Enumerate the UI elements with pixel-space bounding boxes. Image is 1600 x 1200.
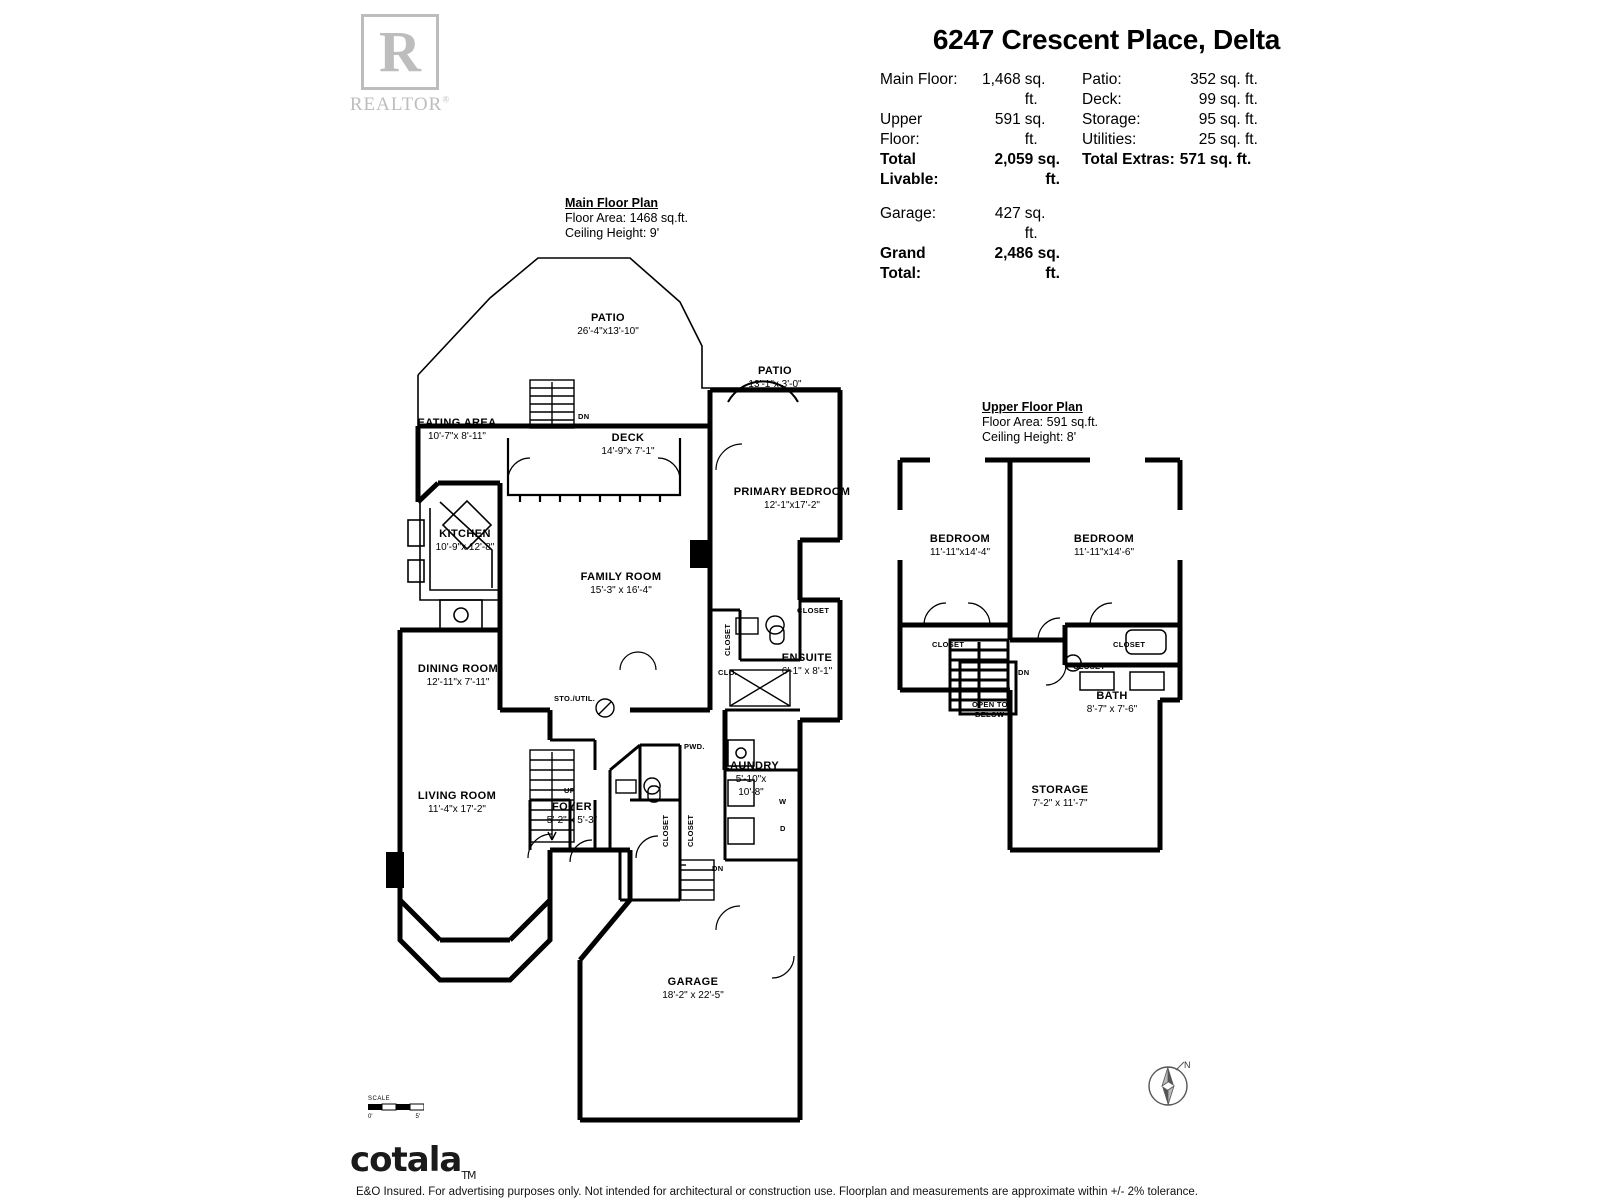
summary-row: Deck: 99 sq. ft. bbox=[1082, 91, 1258, 108]
summary-row-total-livable: Total Livable: 2,059 sq. ft. bbox=[880, 151, 1060, 188]
main-floor-area: Floor Area: 1468 sq.ft. bbox=[565, 211, 688, 225]
summary-right-column bbox=[1082, 70, 1282, 170]
label-clo: CLO. bbox=[718, 668, 738, 677]
summary-row: Garage: 427 sq. ft. bbox=[880, 205, 1046, 242]
room-label-kitchen: KITCHEN 10'-9"x 12'-8" bbox=[435, 528, 495, 553]
scale-max: 5' bbox=[415, 1114, 420, 1120]
realtor-logo-wordmark: REALTOR® bbox=[349, 94, 451, 115]
room-label-living-room: LIVING ROOM 11'-4"x 17'-2" bbox=[417, 790, 497, 815]
disclaimer-text: E&O Insured. For advertising purposes only. Not intended for architectural or construction use. Floorplan and measurements are approximate within +/- 2% tolerance. bbox=[356, 1185, 1198, 1198]
summary-row: Upper Floor: 591 sq. ft. bbox=[880, 111, 1046, 148]
room-label-storage: STORAGE 7'-2" x 11'-7" bbox=[1031, 784, 1089, 809]
room-label-bedroom-right: BEDROOM 11'-11"x14'-6" bbox=[1073, 533, 1135, 558]
label-upper-closet-left: CLOSET bbox=[932, 640, 965, 649]
label-stairs-up: UP bbox=[564, 786, 576, 795]
label-fireplace-right: FP bbox=[691, 508, 702, 517]
room-label-ensuite: ENSUITE 6'-1" x 8'-1" bbox=[781, 652, 833, 677]
label-sto-util: STO./UTIL. bbox=[554, 694, 596, 703]
room-label-garage: GARAGE 18'-2" x 22'-5" bbox=[662, 976, 724, 1001]
room-label-bedroom-left: BEDROOM 11'-11"x14'-4" bbox=[929, 533, 991, 558]
upper-floor-heading: Upper Floor Plan bbox=[982, 400, 1083, 414]
upper-floor-ceiling: Ceiling Height: 8' bbox=[982, 430, 1077, 444]
room-label-eating-area: EATING AREA 10'-7"x 8'-11" bbox=[417, 417, 497, 442]
room-label-deck: DECK 14'-9"x 7'-1" bbox=[601, 432, 655, 457]
room-label-dining-room: DINING ROOM 12'-11"x 7'-11" bbox=[417, 663, 499, 688]
upper-floor-plan-drawing bbox=[890, 450, 1190, 880]
label-closet-primary: CLOSET bbox=[797, 606, 830, 615]
label-closet-foyer-b: CLOSET bbox=[686, 814, 695, 847]
summary-row: Main Floor: 1,468 sq. ft. bbox=[880, 71, 1046, 108]
label-closet-foyer-a: CLOSET bbox=[661, 814, 670, 847]
upper-floor-area: Floor Area: 591 sq.ft. bbox=[982, 415, 1099, 429]
footer bbox=[350, 1140, 1250, 1200]
label-stairs-dn-top: DN bbox=[578, 412, 590, 421]
realtor-logo-mark bbox=[361, 14, 439, 90]
room-label-patio-large: PATIO 26'-4"x13'-10" bbox=[577, 312, 639, 337]
main-floor-heading: Main Floor Plan bbox=[565, 196, 659, 210]
scale-bar-graphic bbox=[368, 1102, 424, 1114]
summary-row-total-extras: Total Extras: 571 sq. ft. bbox=[1082, 151, 1252, 168]
room-label-family-room: FAMILY ROOM 15'-3" x 16'-4" bbox=[580, 571, 662, 596]
compass-rose bbox=[1140, 1052, 1202, 1119]
label-open-to-below-line1: OPEN TO bbox=[972, 700, 1008, 709]
realtor-logo bbox=[340, 14, 460, 124]
cotala-logo: cotala$_{TM}$ bbox=[350, 1140, 476, 1182]
scale-label: SCALE bbox=[368, 1096, 391, 1102]
label-upper-closet-small: CLOSET bbox=[1073, 662, 1106, 671]
label-upper-stairs-dn: DN bbox=[1018, 668, 1030, 677]
room-label-foyer: FOYER 5'-2" x 5'-3" bbox=[546, 801, 598, 826]
summary-row: Utilities: 25 sq. ft. bbox=[1082, 131, 1258, 148]
summary-row: Patio: 352 sq. ft. bbox=[1082, 71, 1258, 88]
room-label-patio-small: PATIO 13'-1"x 3'-0" bbox=[748, 365, 802, 390]
label-washer: W bbox=[779, 797, 787, 806]
page-title: 6247 Crescent Place, Delta bbox=[932, 24, 1280, 55]
label-stairs-dn-bottom: DN bbox=[712, 864, 724, 873]
summary-left-column bbox=[880, 70, 1060, 284]
room-label-laundry: LAUNDRY 5'-10"x 10'-8" bbox=[722, 760, 780, 798]
upper-floor-caption bbox=[982, 400, 1098, 445]
realtor-logo-letter: R bbox=[379, 19, 421, 84]
label-upper-closet-right: CLOSET bbox=[1113, 640, 1146, 649]
room-label-bath: BATH 8'-7" x 7'-6" bbox=[1086, 690, 1138, 715]
svg-text:N: N bbox=[1184, 1060, 1191, 1070]
room-label-primary-bedroom: PRIMARY BEDROOM 12'-1"x17'-2" bbox=[733, 486, 851, 511]
main-floor-caption bbox=[565, 196, 688, 241]
label-pwd: PWD. bbox=[684, 742, 705, 751]
label-dryer: D bbox=[780, 824, 786, 833]
summary-row-grand-total: Grand Total: 2,486 sq. ft. bbox=[880, 245, 1060, 282]
scale-min: 0' bbox=[368, 1114, 373, 1120]
main-floor-ceiling: Ceiling Height: 9' bbox=[565, 226, 660, 240]
scale-bar bbox=[368, 1096, 424, 1120]
summary-row: Storage: 95 sq. ft. bbox=[1082, 111, 1258, 128]
label-closet-hall: CLOSET bbox=[723, 623, 732, 656]
label-fireplace-left: FP bbox=[406, 805, 417, 814]
label-open-to-below-line2: BELOW bbox=[975, 710, 1005, 719]
